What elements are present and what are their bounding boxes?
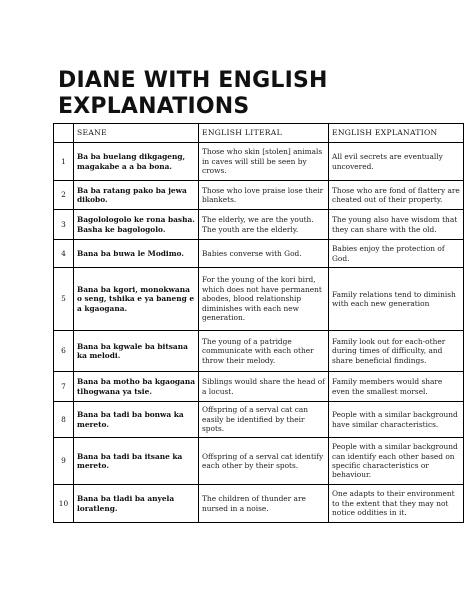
- explanation-cell: People with a similar background can identify each other based on specific characteristics or behaviour.: [329, 438, 464, 485]
- table-row: [54, 268, 464, 331]
- explanation-cell: Those who are fond of flattery are cheated out of their property.: [329, 181, 464, 210]
- table-row: [54, 210, 464, 240]
- explanation-cell: Babies enjoy the protection of God.: [329, 240, 464, 268]
- row-number: 4: [54, 240, 74, 268]
- seane-cell: Ba ba ratang pako ba jewa dikobo.: [74, 181, 199, 210]
- seane-cell: Bana ba motho ba kgaogana tlhogwana ya tsie.: [74, 372, 199, 402]
- row-number: 3: [54, 210, 74, 240]
- literal-cell: For the young of the kori bird, which does not have permanent abodes, blood relationship diminishes with each new generation.: [199, 268, 329, 331]
- seane-cell: Ba ba buelang dikgageng, magakabe a a ba bona.: [74, 143, 199, 181]
- proverbs-table: [53, 123, 464, 523]
- header-seane: SEANE: [74, 124, 199, 143]
- row-number: 9: [54, 438, 74, 485]
- explanation-cell: Family look out for each-other during times of difficulty, and share beneficial findings.: [329, 331, 464, 372]
- literal-cell: The children of thunder are nursed in a noise.: [199, 485, 329, 523]
- table-header-row: [54, 124, 464, 143]
- literal-cell: Siblings would share the head of a locust.: [199, 372, 329, 402]
- seane-cell: Bana ba tadi ba bonwa ka mereto.: [74, 402, 199, 438]
- table-row: [54, 181, 464, 210]
- table-row: [54, 331, 464, 372]
- seane-cell: Bana ba tladi ba anyela loratleng.: [74, 485, 199, 523]
- literal-cell: Offspring of a serval cat can easily be identified by their spots.: [199, 402, 329, 438]
- literal-cell: The elderly, we are the youth. The youth are the elderly.: [199, 210, 329, 240]
- table-row: [54, 485, 464, 523]
- literal-cell: Those who love praise lose their blankets.: [199, 181, 329, 210]
- header-english-explanation: ENGLISH EXPLANATION: [329, 124, 464, 143]
- explanation-cell: Family members would share even the smallest morsel.: [329, 372, 464, 402]
- seane-cell: Bana ba buwa le Modimo.: [74, 240, 199, 268]
- row-number: 8: [54, 402, 74, 438]
- explanation-cell: Family relations tend to diminish with each new generation: [329, 268, 464, 331]
- literal-cell: Offspring of a serval cat identify each other by their spots.: [199, 438, 329, 485]
- explanation-cell: People with a similar background have similar characteristics.: [329, 402, 464, 438]
- header-english-literal: ENGLISH LITERAL: [199, 124, 329, 143]
- row-number: 1: [54, 143, 74, 181]
- table-row: [54, 143, 464, 181]
- literal-cell: Those who skin [stolen] animals in caves will still be seen by crows.: [199, 143, 329, 181]
- row-number: 10: [54, 485, 74, 523]
- row-number: 2: [54, 181, 74, 210]
- literal-cell: Babies converse with God.: [199, 240, 329, 268]
- explanation-cell: One adapts to their environment to the extent that they may not notice oddities in it.: [329, 485, 464, 523]
- seane-cell: Bagolologolo ke rona basha. Basha ke bagologolo.: [74, 210, 199, 240]
- table-row: [54, 372, 464, 402]
- table-row: [54, 438, 464, 485]
- explanation-cell: The young also have wisdom that they can share with the old.: [329, 210, 464, 240]
- page-title: DIANE WITH ENGLISH EXPLANATIONS: [58, 68, 328, 119]
- table-row: [54, 402, 464, 438]
- literal-cell: The young of a patridge communicate with each other throw their melody.: [199, 331, 329, 372]
- seane-cell: Bana ba tadi ba itsane ka mereto.: [74, 438, 199, 485]
- row-number: 6: [54, 331, 74, 372]
- seane-cell: Bana ba kgwale ba bitsana ka melodi.: [74, 331, 199, 372]
- row-number: 7: [54, 372, 74, 402]
- seane-cell: Bana ba kgori, monokwana o seng, tshika e ya baneng e a kgaogana.: [74, 268, 199, 331]
- row-number: 5: [54, 268, 74, 331]
- table-row: [54, 240, 464, 268]
- explanation-cell: All evil secrets are eventually uncovered.: [329, 143, 464, 181]
- header-number: [54, 124, 74, 143]
